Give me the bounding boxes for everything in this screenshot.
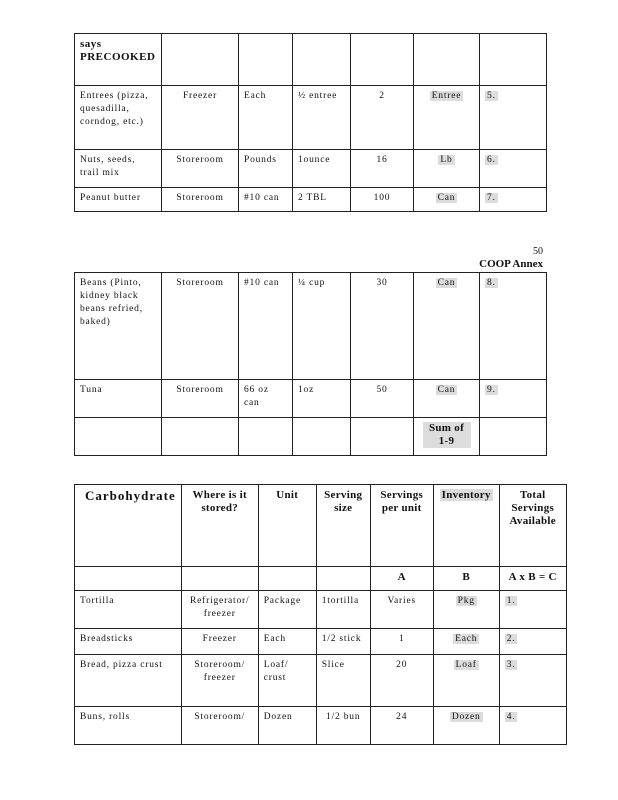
inventory-value: Entree bbox=[431, 91, 462, 101]
stored-cell: Storeroom/ freezer bbox=[181, 655, 258, 707]
inventory-cell bbox=[414, 34, 480, 86]
item-cell: Tortilla bbox=[75, 591, 182, 629]
servings-per-unit-cell: 1 bbox=[370, 629, 433, 655]
unit-cell bbox=[239, 34, 293, 86]
servings-per-unit-cell: 2 bbox=[351, 86, 414, 150]
table-row bbox=[75, 273, 547, 380]
table-row bbox=[75, 707, 567, 745]
stored-cell: Storeroom bbox=[162, 273, 239, 380]
inventory-value: Can bbox=[437, 193, 456, 203]
servings-per-unit-cell: 50 bbox=[351, 380, 414, 418]
header-inventory-label: Inventory bbox=[441, 489, 491, 501]
total-cell bbox=[480, 86, 547, 150]
header-stored: Where is it stored? bbox=[181, 485, 258, 567]
table-row bbox=[75, 655, 567, 707]
header-inventory bbox=[433, 485, 499, 567]
total-cell bbox=[480, 150, 547, 188]
subheader-a: A bbox=[370, 567, 433, 591]
unit-cell: Dozen bbox=[258, 707, 316, 745]
inventory-cell bbox=[414, 273, 480, 380]
inventory-cell bbox=[433, 629, 499, 655]
stored-cell: Refrigerator/ freezer bbox=[181, 591, 258, 629]
servings-per-unit-cell: 16 bbox=[351, 150, 414, 188]
inventory-value: Can bbox=[437, 278, 456, 288]
table-row bbox=[75, 418, 547, 456]
page-number: 50 bbox=[533, 246, 543, 257]
total-cell bbox=[480, 34, 547, 86]
header-unit: Unit bbox=[258, 485, 316, 567]
servings-per-unit-cell: 20 bbox=[370, 655, 433, 707]
servings-per-unit-cell: Varies bbox=[370, 591, 433, 629]
table-row bbox=[75, 150, 547, 188]
total-value: 2. bbox=[506, 634, 516, 644]
unit-cell: Each bbox=[239, 86, 293, 150]
inventory-cell bbox=[433, 707, 499, 745]
unit-cell: Each bbox=[258, 629, 316, 655]
subheader-b: B bbox=[433, 567, 499, 591]
inventory-value: Pkg bbox=[457, 596, 475, 606]
total-cell bbox=[499, 707, 566, 745]
inventory-cell bbox=[433, 591, 499, 629]
serving-cell: 1ounce bbox=[293, 150, 351, 188]
serving-cell: 1tortilla bbox=[316, 591, 370, 629]
item-cell: Tuna bbox=[75, 380, 162, 418]
table-row bbox=[75, 188, 547, 212]
inventory-value: Can bbox=[437, 385, 456, 395]
inventory-cell bbox=[433, 655, 499, 707]
serving-cell bbox=[293, 34, 351, 86]
item-cell: Bread, pizza crust bbox=[75, 655, 182, 707]
total-cell bbox=[499, 629, 566, 655]
serving-cell: Slice bbox=[316, 655, 370, 707]
header-item: Carbohydrate bbox=[75, 485, 182, 567]
header-servings-per-unit: Servings per unit bbox=[370, 485, 433, 567]
table-subheader-row bbox=[75, 567, 567, 591]
total-cell bbox=[480, 380, 547, 418]
annex-label: COOP Annex bbox=[479, 258, 543, 270]
inventory-value: Lb bbox=[440, 155, 453, 165]
table-header-row bbox=[75, 485, 567, 567]
servings-per-unit-cell: 100 bbox=[351, 188, 414, 212]
total-value: 6. bbox=[487, 155, 496, 165]
total-value: 1. bbox=[506, 596, 516, 606]
stored-cell: Freezer bbox=[181, 629, 258, 655]
total-value: 9. bbox=[487, 385, 496, 395]
total-cell bbox=[499, 655, 566, 707]
item-cell: Entrees (pizza, quesadilla, corndog, etc.) bbox=[75, 86, 162, 150]
header-serving: Serving size bbox=[316, 485, 370, 567]
stored-cell: Storeroom/ bbox=[181, 707, 258, 745]
servings-per-unit-cell bbox=[351, 34, 414, 86]
food-table-continued bbox=[74, 33, 547, 212]
total-value: 8. bbox=[487, 278, 496, 288]
unit-cell: #10 can bbox=[239, 273, 293, 380]
item-cell: Nuts, seeds, trail mix bbox=[75, 150, 162, 188]
total-value: 5. bbox=[487, 91, 496, 101]
subheader-c: A x B = C bbox=[499, 567, 566, 591]
total-value: 7. bbox=[487, 193, 496, 203]
inventory-cell bbox=[414, 150, 480, 188]
stored-cell: Freezer bbox=[162, 86, 239, 150]
servings-per-unit-cell: 30 bbox=[351, 273, 414, 380]
inventory-cell bbox=[414, 188, 480, 212]
header-total: Total Servings Available bbox=[499, 485, 566, 567]
table-row bbox=[75, 629, 567, 655]
serving-cell: 1/2 bun bbox=[316, 707, 370, 745]
stored-cell: Storeroom bbox=[162, 188, 239, 212]
total-value: 3. bbox=[506, 660, 516, 670]
serving-cell: 1/2 stick bbox=[316, 629, 370, 655]
total-cell bbox=[480, 188, 547, 212]
total-cell bbox=[480, 273, 547, 380]
protein-table bbox=[74, 272, 547, 456]
stored-cell: Storeroom bbox=[162, 150, 239, 188]
item-cell: says PRECOOKED bbox=[75, 34, 162, 86]
servings-per-unit-cell: 24 bbox=[370, 707, 433, 745]
total-cell bbox=[499, 591, 566, 629]
unit-cell: #10 can bbox=[239, 188, 293, 212]
table-row bbox=[75, 380, 547, 418]
table-row bbox=[75, 86, 547, 150]
serving-cell: ½ entree bbox=[293, 86, 351, 150]
stored-cell bbox=[162, 34, 239, 86]
sum-cell bbox=[414, 418, 480, 456]
table-row bbox=[75, 34, 547, 86]
unit-cell: Package bbox=[258, 591, 316, 629]
serving-cell: ¼ cup bbox=[293, 273, 351, 380]
inventory-cell bbox=[414, 380, 480, 418]
inventory-cell bbox=[414, 86, 480, 150]
total-value: 4. bbox=[506, 712, 516, 722]
carbohydrate-table bbox=[74, 484, 567, 745]
sum-label: Sum of 1-9 bbox=[423, 422, 471, 448]
table-row bbox=[75, 591, 567, 629]
unit-cell: Pounds bbox=[239, 150, 293, 188]
serving-cell: 1oz bbox=[293, 380, 351, 418]
serving-cell: 2 TBL bbox=[293, 188, 351, 212]
unit-cell: 66 oz can bbox=[239, 380, 293, 418]
item-cell: Beans (Pinto, kidney black beans refried, baked) bbox=[75, 273, 162, 380]
inventory-value: Dozen bbox=[451, 712, 481, 722]
unit-cell: Loaf/ crust bbox=[258, 655, 316, 707]
item-cell: Breadsticks bbox=[75, 629, 182, 655]
stored-cell: Storeroom bbox=[162, 380, 239, 418]
item-cell: Peanut butter bbox=[75, 188, 162, 212]
inventory-value: Each bbox=[455, 634, 478, 644]
inventory-value: Loaf bbox=[455, 660, 477, 670]
item-cell: Buns, rolls bbox=[75, 707, 182, 745]
